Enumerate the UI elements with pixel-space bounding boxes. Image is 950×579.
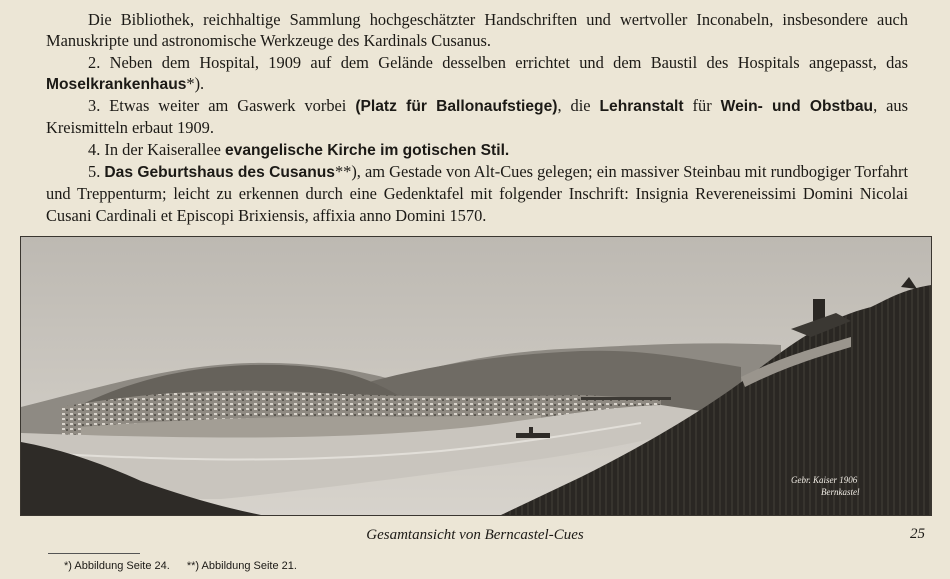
text-run: 4. In der Kaiserallee — [88, 139, 225, 159]
photo-caption: Gesamtansicht von Berncastel-Cues — [366, 527, 584, 543]
text-run: 3. Etwas weiter am Gaswerk vorbei — [88, 96, 356, 116]
panorama-illustration — [21, 237, 931, 515]
text-run: , die — [557, 96, 600, 116]
steamboat-funnel — [529, 427, 533, 434]
bridge — [581, 397, 671, 400]
bold-run: Wein- und Obstbau — [720, 98, 874, 116]
text-run: **), am Gestade von Alt-Cues gelegen; ein massiver Steinbau mit rundbogiger Torfahrt und Treppenturm; leicht zu erkennen durch eine Gedenktafel mit folgender Inschrift: Insignia Revereneissimi Domini Nicolai Cusani Cardinali et Episcopi Brixiensis, affixia anno Domini 1570. — [46, 162, 909, 225]
paragraph — [46, 52, 908, 96]
bold-run: (Platz für Ballonaufstiege) — [355, 98, 558, 116]
text-run: Die Bibliothek, reichhaltige Sammlung hochgeschätzter Handschriften und wertvoller Inconabeln, insbesondere auch Manuskripte und astronomische Werkzeuge des Kardinals Cusanus. — [46, 10, 908, 51]
bold-run: Das Geburtshaus des Cusanus — [104, 164, 335, 182]
page-number: 25 — [910, 526, 925, 542]
text-run: für — [683, 96, 721, 116]
footnote-2: **) Abbildung Seite 21. — [186, 560, 297, 572]
bold-run: Moselkrankenhaus — [46, 75, 187, 93]
text-run: *). — [186, 73, 205, 93]
panorama-photo — [20, 236, 932, 516]
bold-run: Lehranstalt — [599, 98, 684, 116]
photo-signature-line2: Bernkastel — [821, 487, 860, 497]
body-text — [46, 9, 908, 226]
bold-run: evangelische Kirche im gotischen Stil. — [224, 141, 510, 159]
paragraph — [46, 139, 908, 161]
footnote-1: *) Abbildung Seite 24. — [64, 560, 170, 572]
text-run: 2. Neben dem Hospital, 1909 auf dem Gelände desselben errichtet und dem Baustil des Hospitals angepasst, das — [88, 52, 908, 72]
photo-signature-line1: Gebr. Kaiser 1906 — [791, 475, 858, 485]
paragraph — [46, 95, 908, 139]
footnote-divider — [48, 553, 140, 554]
paragraph — [46, 9, 908, 52]
text-run: , aus Kreismitteln erbaut 1909. — [46, 96, 908, 138]
text-run: 5. — [88, 162, 105, 182]
footnotes — [64, 560, 311, 572]
paragraph — [46, 161, 908, 226]
